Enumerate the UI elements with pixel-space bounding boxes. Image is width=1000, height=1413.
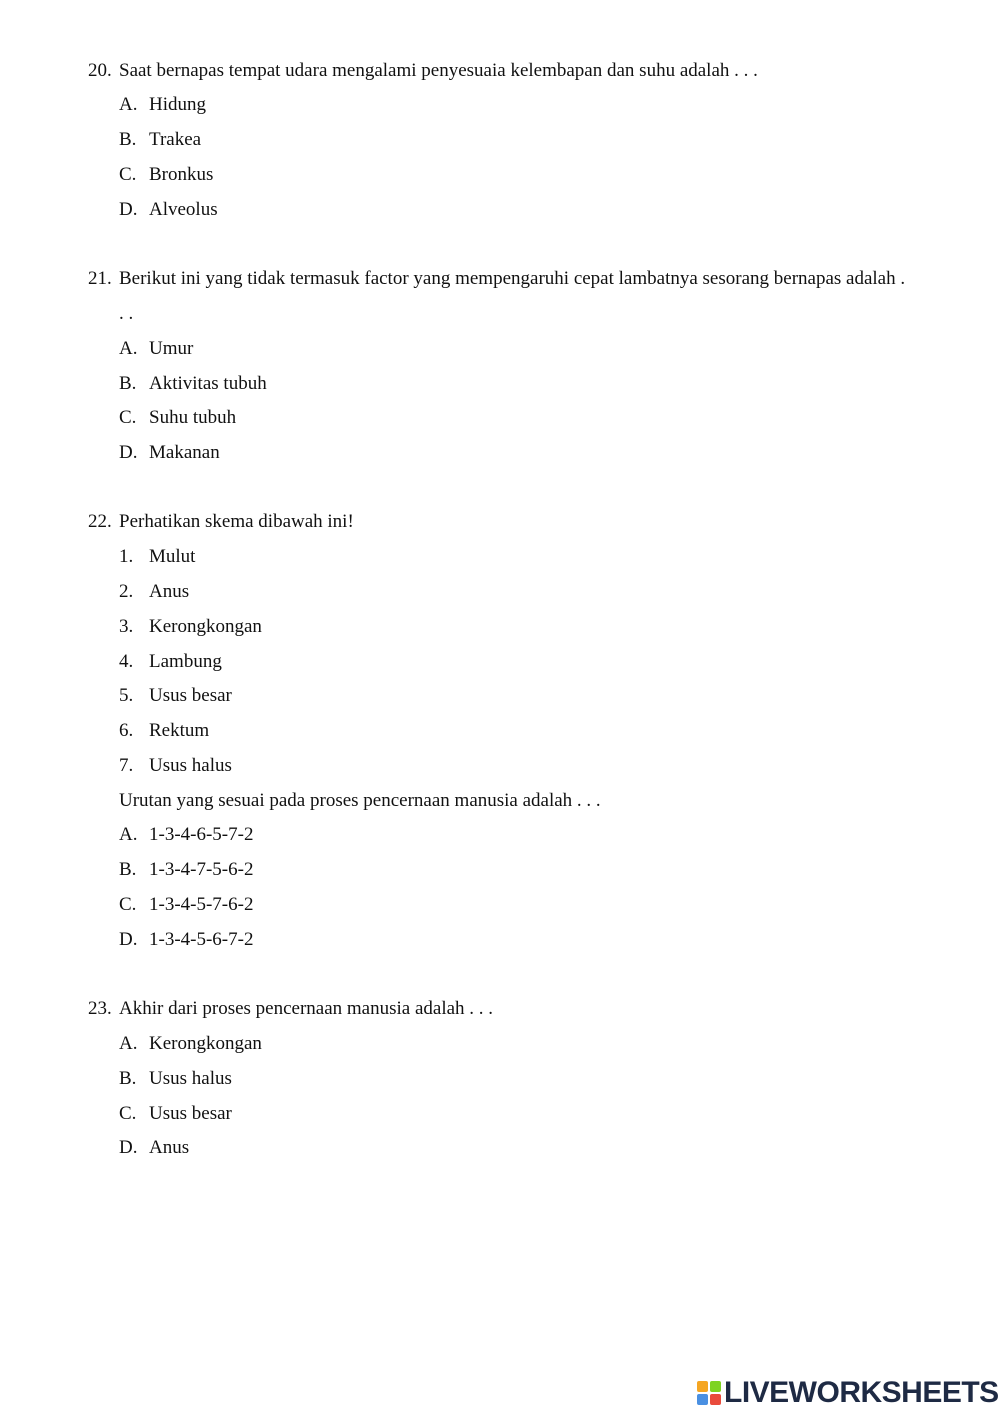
option-c[interactable]: C. Bronkus [119, 164, 214, 185]
liveworksheets-logo-text: LIVEWORKSHEETS [724, 1376, 999, 1409]
list-item: 4. Lambung [119, 651, 222, 672]
question-number: 23. [88, 998, 112, 1019]
liveworksheets-logo [697, 1377, 999, 1409]
option-c[interactable]: C. Usus besar [119, 1103, 232, 1124]
question-prompt: Urutan yang sesuai pada proses pencernaan manusia adalah . . . [119, 790, 601, 811]
question-21 [88, 268, 905, 290]
question-23 [88, 998, 493, 1020]
question-text: Berikut ini yang tidak termasuk factor yang mempengaruhi cepat lambatnya sesorang bernapas adalah . [119, 268, 906, 289]
question-22 [88, 511, 354, 533]
question-text: Perhatikan skema dibawah ini! [119, 511, 354, 532]
list-item: 3. Kerongkongan [119, 616, 262, 637]
option-d[interactable]: D. Alveolus [119, 199, 218, 220]
question-text: Saat bernapas tempat udara mengalami penyesuaia kelembapan dan suhu adalah . . . [119, 60, 758, 81]
option-a[interactable]: A. 1-3-4-6-5-7-2 [119, 824, 254, 845]
option-d[interactable]: D. Anus [119, 1137, 190, 1158]
list-item: 2. Anus [119, 581, 190, 602]
question-text-continuation: . . [119, 303, 134, 324]
list-item: 1. Mulut [119, 546, 196, 567]
option-b[interactable]: B. Aktivitas tubuh [119, 373, 267, 394]
option-c[interactable]: C. 1-3-4-5-7-6-2 [119, 894, 254, 915]
option-b[interactable]: B. Usus halus [119, 1068, 232, 1089]
list-item: 6. Rektum [119, 720, 210, 741]
option-a[interactable]: A. Kerongkongan [119, 1033, 262, 1054]
option-c[interactable]: C. Suhu tubuh [119, 407, 237, 428]
option-b[interactable]: B. Trakea [119, 129, 202, 150]
question-20 [88, 60, 758, 82]
question-number: 20. [88, 60, 112, 81]
option-b[interactable]: B. 1-3-4-7-5-6-2 [119, 859, 254, 880]
option-a[interactable]: A. Umur [119, 338, 194, 359]
option-d[interactable]: D. Makanan [119, 442, 220, 463]
question-number: 22. [88, 511, 112, 532]
list-item: 5. Usus besar [119, 685, 232, 706]
list-item: 7. Usus halus [119, 755, 232, 776]
option-a[interactable]: A. Hidung [119, 94, 206, 115]
question-text: Akhir dari proses pencernaan manusia adalah . . . [119, 998, 494, 1019]
liveworksheets-logo-icon [697, 1381, 721, 1405]
option-d[interactable]: D. 1-3-4-5-6-7-2 [119, 929, 254, 950]
question-number: 21. [88, 268, 112, 289]
